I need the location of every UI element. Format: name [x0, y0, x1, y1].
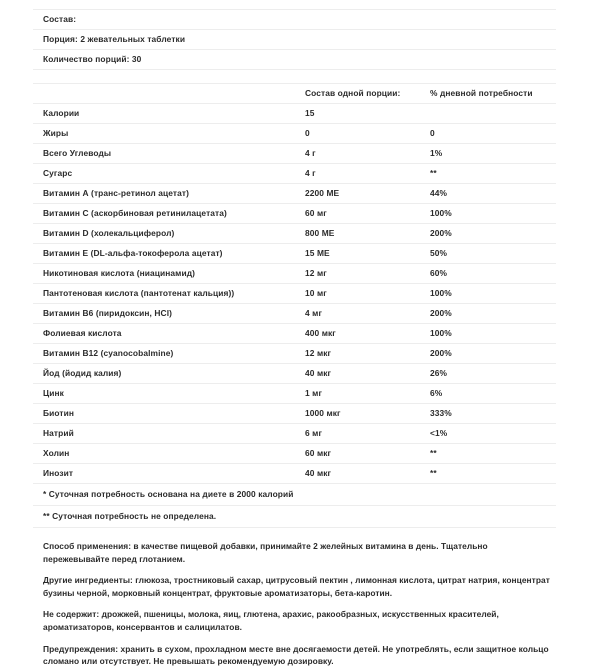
nutrient-name: Витамин В6 (пиридоксин, HCl) [43, 308, 173, 318]
nutrient-amount: 12 мкг [305, 348, 332, 358]
nutrient-amount: 800 МЕ [305, 228, 335, 238]
nutrient-name: Витамин В12 (cyanocobalmine) [43, 348, 174, 358]
nutrient-amount: 4 г [305, 168, 316, 178]
nutrient-daily-value: ** [430, 448, 437, 458]
column-header-daily-value: % дневной потребности [430, 88, 533, 98]
footnote-daily-value-undetermined: ** Суточная потребность не определена. [43, 511, 217, 521]
nutrient-daily-value: 200% [430, 348, 452, 358]
intro-blank-amount [305, 50, 430, 70]
table-row [33, 464, 556, 484]
spacer-cell [305, 70, 430, 84]
other-ingredients-paragraph: Другие ингредиенты: глюкоза, тростниковый сахар, цитрусовый пектин , лимонная кислота, цитрат натрия, концентрат бузины черной, морковный концентрат, фруктовые ароматизаторы, бета-каротин. [43, 575, 550, 598]
table-row [33, 304, 556, 324]
table-row [33, 324, 556, 344]
nutrient-amount: 400 мкг [305, 328, 336, 338]
nutrient-amount: 4 мг [305, 308, 323, 318]
nutrient-name: Витамин А (транс-ретинол ацетат) [43, 188, 189, 198]
nutrient-amount: 60 мкг [305, 448, 332, 458]
table-row [33, 264, 556, 284]
nutrient-amount: 60 мг [305, 208, 327, 218]
nutrient-daily-value: 60% [430, 268, 448, 278]
table-spacer-row [33, 70, 556, 84]
table-row [33, 184, 556, 204]
nutrient-amount: 15 МЕ [305, 248, 330, 258]
nutrient-name: Жиры [43, 128, 69, 138]
intro-blank-dv [430, 30, 556, 50]
nutrient-amount: 40 мкг [305, 468, 332, 478]
nutrient-daily-value: 0 [430, 128, 435, 138]
nutrient-amount: 10 мг [305, 288, 327, 298]
table-row [33, 104, 556, 124]
table-header-row [33, 84, 556, 104]
nutrient-name: Витамин D (холекальциферол) [43, 228, 175, 238]
nutrient-name: Пантотеновая кислота (пантотенат кальция)) [43, 288, 235, 298]
directions-paragraph: Способ применения: в качестве пищевой добавки, принимайте 2 желейных витамина в день. Тщательно пережевывайте перед глотанием. [43, 541, 488, 564]
nutrient-name: Биотин [43, 408, 74, 418]
table-row-intro [33, 50, 556, 70]
nutrient-name: Витамин Е (DL-альфа-токоферола ацетат) [43, 248, 223, 258]
intro-label: Состав: [43, 14, 77, 24]
nutrient-daily-value: <1% [430, 428, 448, 438]
nutrient-daily-value: 6% [430, 388, 443, 398]
table-row [33, 144, 556, 164]
nutrient-daily-value: 200% [430, 308, 452, 318]
nutrient-name: Натрий [43, 428, 74, 438]
nutrient-name: Витамин С (аскорбиновая ретинилацетата) [43, 208, 227, 218]
nutrient-daily-value: 50% [430, 248, 448, 258]
nutrient-daily-value: 1% [430, 148, 443, 158]
nutrient-daily-value: 200% [430, 228, 452, 238]
info-paragraphs [43, 528, 555, 668]
table-row-intro [33, 30, 556, 50]
nutrient-daily-value: 100% [430, 288, 452, 298]
spacer-cell [430, 70, 556, 84]
nutrient-amount: 4 г [305, 148, 316, 158]
nutrient-amount: 15 [305, 108, 315, 118]
nutrient-amount: 1000 мкг [305, 408, 341, 418]
table-row [33, 224, 556, 244]
table-row [33, 444, 556, 464]
nutrient-name: Сугарс [43, 168, 73, 178]
intro-blank-amount [305, 30, 430, 50]
nutrient-daily-value: 26% [430, 368, 448, 378]
table-row [33, 284, 556, 304]
column-header-amount: Состав одной порции: [305, 88, 401, 98]
warnings-paragraph: Предупреждения: хранить в сухом, прохладном месте вне досягаемости детей. Не употреблять, если защитное кольцо сломано или отсутствует. Не превышать рекомендуемую дозировку. [43, 643, 549, 667]
nutrient-name: Никотиновая кислота (ниацинамид) [43, 268, 196, 278]
table-footnote-row [33, 506, 556, 528]
nutrient-daily-value: 333% [430, 408, 452, 418]
footnote-daily-value-basis: * Суточная потребность основана на диете в 2000 калорий [43, 489, 294, 499]
nutrient-amount: 2200 МЕ [305, 188, 340, 198]
nutrient-name: Холин [43, 448, 70, 458]
intro-blank-dv [430, 10, 556, 30]
nutrient-name: Калории [43, 108, 80, 118]
table-row [33, 424, 556, 444]
table-footnote-row [33, 484, 556, 506]
nutrient-name: Цинк [43, 388, 64, 398]
serving-size-label: Порция: 2 жевательных таблетки [43, 34, 186, 44]
table-row [33, 204, 556, 224]
table-row [33, 344, 556, 364]
table-body [33, 10, 556, 528]
supplement-facts-table [33, 9, 556, 528]
table-row [33, 404, 556, 424]
allergen-free-paragraph: Не содержит: дрожжей, пшеницы, молока, яиц, глютена, арахис, ракообразных, искусственных красителей, ароматизаторов, консервантов и салицилатов. [43, 609, 499, 632]
table-row [33, 244, 556, 264]
intro-blank-amount [305, 10, 430, 30]
nutrient-daily-value: 44% [430, 188, 448, 198]
spacer-cell [33, 70, 305, 84]
table-row [33, 164, 556, 184]
column-header-name [33, 84, 305, 104]
table-row [33, 124, 556, 144]
nutrient-amount: 1 мг [305, 388, 323, 398]
nutrient-daily-value: ** [430, 168, 437, 178]
nutrient-amount: 40 мкг [305, 368, 332, 378]
table-row-intro [33, 10, 556, 30]
nutrient-daily-value [430, 104, 556, 124]
nutrient-daily-value: 100% [430, 208, 452, 218]
nutrient-amount: 6 мг [305, 428, 323, 438]
nutrient-daily-value: ** [430, 468, 437, 478]
servings-per-container-label: Количество порций: 30 [43, 54, 142, 64]
intro-blank-dv [430, 50, 556, 70]
nutrient-name: Инозит [43, 468, 74, 478]
nutrient-name: Всего Углеводы [43, 148, 112, 158]
table-row [33, 384, 556, 404]
nutrient-name: Йод (йодид калия) [43, 368, 122, 378]
nutrient-name: Фолиевая кислота [43, 328, 122, 338]
nutrient-amount: 0 [305, 128, 310, 138]
table-row [33, 364, 556, 384]
nutrient-amount: 12 мг [305, 268, 327, 278]
nutrient-daily-value: 100% [430, 328, 452, 338]
